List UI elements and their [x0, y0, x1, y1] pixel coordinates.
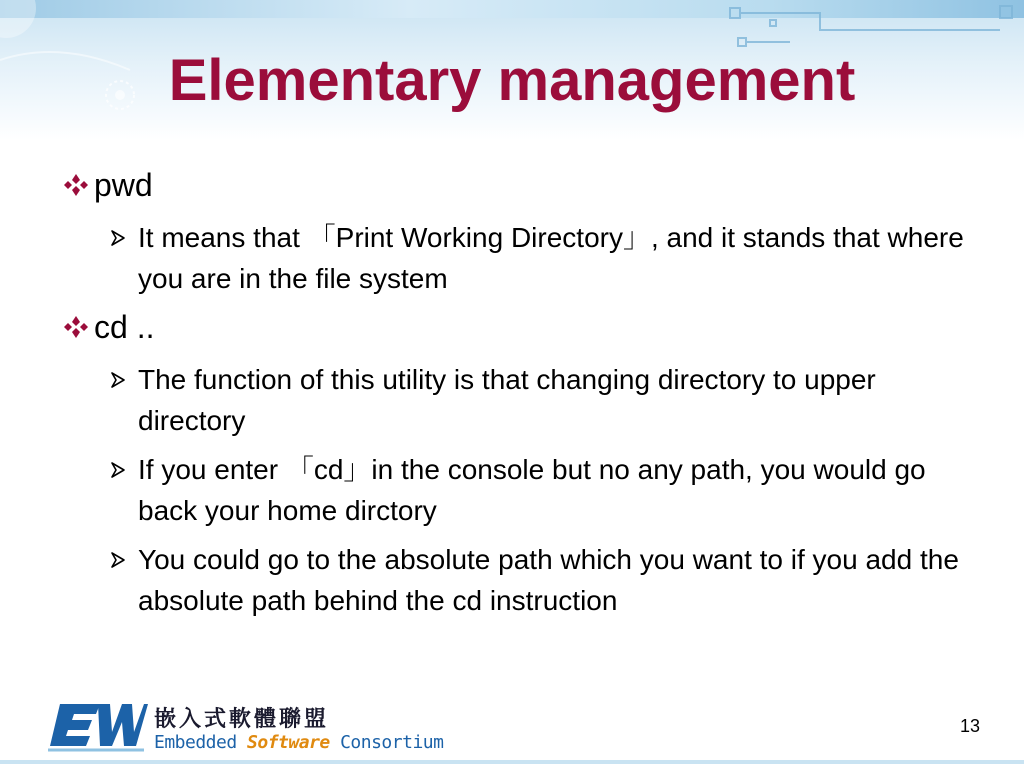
subitem: [138, 359, 982, 441]
subitem: [138, 449, 982, 531]
subitem: [138, 539, 982, 621]
subitem: [138, 217, 982, 299]
arrowhead-icon: [110, 371, 126, 389]
bullet-item-pwd: [62, 165, 982, 205]
logo-chinese-name: 嵌入式軟體聯盟: [154, 707, 330, 732]
bullet-text: pwd: [94, 167, 153, 203]
logo-en-highlight: Software: [247, 732, 330, 753]
esw-logo-mark: [48, 698, 148, 754]
esw-logo: [48, 696, 444, 760]
arrowhead-icon: [110, 461, 126, 479]
subitem-text: The function of this utility is that changing directory to upper directory: [138, 364, 876, 436]
logo-en-prefix: Embedded: [154, 732, 248, 753]
bullet-text: cd ..: [94, 309, 155, 345]
page-number: 13: [959, 716, 980, 736]
slide-body: [62, 165, 982, 629]
subitem-text: If you enter 「cd」in the console but no any path, you would go back your home dirctory: [138, 454, 926, 526]
footer-line: [0, 760, 1024, 764]
slide-title: Elementary management: [168, 48, 856, 113]
subitem-text: It means that 「Print Working Directory」, and it stands that where you are in the file system: [138, 222, 964, 294]
logo-en-suffix: Consortium: [329, 732, 444, 753]
logo-english-name: [154, 732, 443, 753]
arrowhead-icon: [110, 551, 126, 569]
arrowhead-icon: [110, 229, 126, 247]
subitem-text: You could go to the absolute path which you want to if you add the absolute path behind the cd instruction: [138, 544, 959, 616]
diamond-cluster-icon: [62, 173, 90, 197]
bullet-item-cd: [62, 307, 982, 347]
diamond-cluster-icon: [62, 315, 90, 339]
